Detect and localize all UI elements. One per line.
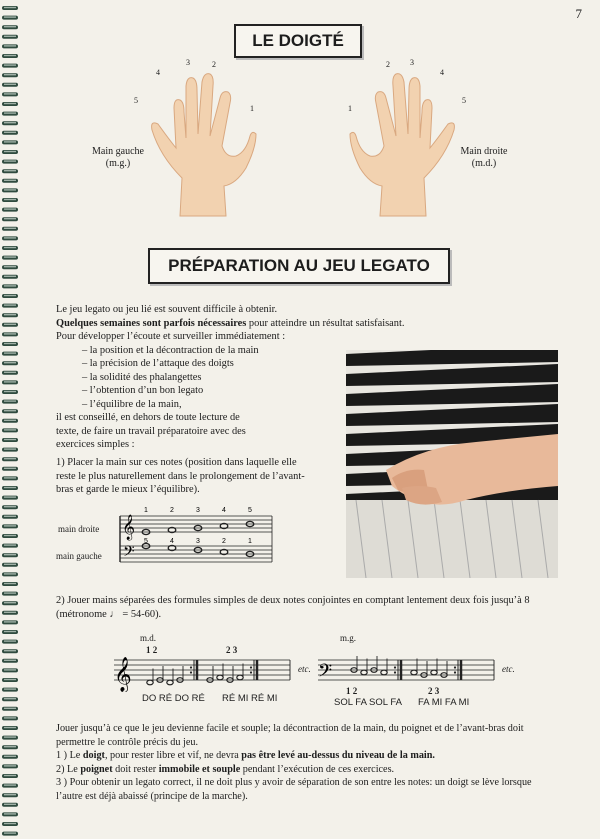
grand-staff-position (116, 506, 276, 572)
ending-text: Jouer jusqu’à ce que le jeu devienne facile et souple; la décontraction de la main, du poignet et de l’avant-bras doit permettre le contrôle précis du jeu. 1 ) Le doigt, pour rester libre et vif, ne devra pas être levé au-dessus du niveau de la main. 2) Le poignet doit rester immobile et souple pendant l’exécution de ces exercices. 3 ) Pour obtenir un legato correct, il ne doit plus y avoir de séparation de son entre les notes: un doigt se lève lorsque l’autre est déjà abaissé (principe de la marche). (56, 723, 532, 802)
step1-text: 1) Placer la main sur ces notes (position dans laquelle elle reste le plus naturellement dans le prolongement de l’avant- bras et garde le mieux l’équilibre). (56, 457, 305, 495)
svg-text:𝄞: 𝄞 (114, 657, 132, 692)
spiral-binding (0, 0, 22, 839)
right-finger-4: 4 (440, 68, 444, 77)
ex-mg-label: m.g. (340, 633, 357, 643)
svg-text:𝄢: 𝄢 (123, 543, 135, 564)
right-finger-3: 3 (410, 58, 414, 67)
right-finger-2: 2 (386, 60, 390, 69)
fingering-title: LE DOIGTÉ (234, 24, 362, 58)
left-finger-1: 1 (250, 104, 254, 113)
ex-md-label: m.d. (140, 633, 157, 643)
svg-text:1: 1 (144, 507, 148, 514)
left-finger-5: 5 (134, 96, 138, 105)
svg-text:5: 5 (144, 538, 148, 545)
svg-text:𝄞: 𝄞 (122, 515, 136, 540)
piano-hand-photo (346, 350, 558, 578)
solfege-3: SOL FA SOL FA (334, 697, 402, 708)
left-finger-3: 3 (186, 58, 190, 67)
svg-text:𝄢: 𝄢 (318, 661, 333, 686)
ex-mg-fingers23: 2 3 (428, 686, 440, 696)
solfege-4: FA MI FA MI (418, 697, 470, 708)
etc-left: etc. (502, 664, 515, 674)
solfege-1: DO RÉ DO RÉ (142, 693, 205, 704)
exercise-staff-right-hand (114, 652, 294, 692)
svg-text:4: 4 (170, 538, 174, 545)
mg-label: main gauche (56, 551, 102, 561)
svg-text:1: 1 (248, 538, 252, 545)
left-finger-2: 2 (212, 60, 216, 69)
right-finger-5: 5 (462, 96, 466, 105)
svg-text:2: 2 (170, 507, 174, 514)
ex-md-fingers23: 2 3 (226, 645, 238, 655)
ex-md-fingers12: 1 2 (146, 645, 158, 655)
page-number: 7 (575, 6, 582, 21)
svg-text:5: 5 (248, 507, 252, 514)
ex-mg-fingers12: 1 2 (346, 686, 358, 696)
svg-text:3: 3 (196, 538, 200, 545)
step2-text: 2) Jouer mains séparées des formules simples de deux notes conjointes en comptant lentement deux fois jusqu’à 8 (métronome ♩ = 54-60). (56, 595, 530, 620)
md-label: main droite (58, 524, 100, 534)
svg-text:3: 3 (196, 507, 200, 514)
intro-text: Le jeu legato ou jeu lié est souvent difficile à obtenir. Quelques semaines sont parfois nécessaires pour atteindre un résultat satisfaisant. Pour développer l’écoute et surveiller immédiatement : – la position et la décontraction de la main – la précision de l’attaque des doigts – la solidité des phalangettes – l’obtention d’un bon legato – l’équilibre de la main, il est conseillé, en dehors de toute lecture de texte, de faire un travail préparatoire avec des exercices simples : (56, 303, 536, 452)
etc-right: etc. (298, 664, 311, 674)
checklist: – la position et la décontraction de la main – la précision de l’attaque des doigts – la solidité des phalangettes – l’obtention d’un bon legato – l’équilibre de la main, (82, 344, 259, 410)
left-finger-4: 4 (156, 68, 160, 77)
right-finger-1: 1 (348, 104, 352, 113)
right-hand-illustration (346, 68, 466, 218)
svg-text:4: 4 (222, 507, 226, 514)
left-hand-label: Main gauche (m.g.) (92, 146, 144, 169)
exercise-staff-left-hand (318, 652, 498, 692)
right-hand-label: Main droite (m.d.) (460, 146, 508, 169)
legato-title: PRÉPARATION AU JEU LEGATO (148, 248, 450, 284)
svg-text:2: 2 (222, 538, 226, 545)
left-hand-illustration (140, 68, 260, 218)
solfege-2: RÉ MI RÉ MI (222, 693, 278, 704)
